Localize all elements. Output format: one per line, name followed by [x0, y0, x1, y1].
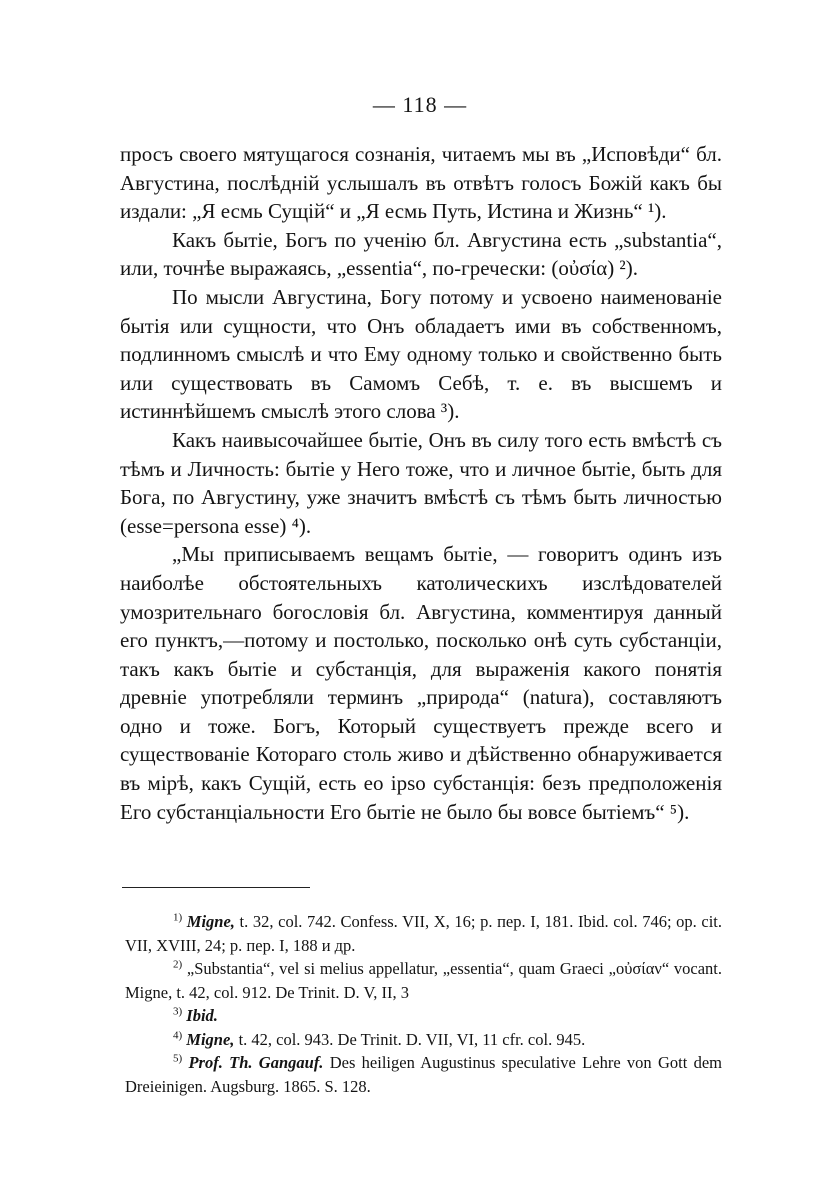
- footnote-mark: 4): [173, 1029, 183, 1041]
- footnote-mark: 2): [173, 958, 183, 971]
- footnote-author: Prof. Th. Gangauf.: [188, 1053, 324, 1072]
- footnote-text: „Substantia“, vel si melius appellatur, „essentia“, quam Graeci „οὐσίαν“ vocant. Migne, t. 42, col. 912. De Trinit. D. V, II, 3: [125, 959, 722, 1002]
- footnote: [125, 910, 722, 957]
- paragraph: Какъ бытіе, Богъ по ученію бл. Августина есть „substantia“, или, точнѣе выражаясь, „essentia“, по-гречески: (οὐσία) ²).: [120, 227, 722, 281]
- footnote-mark: 5): [173, 1052, 183, 1065]
- footnote-mark: 3): [173, 1005, 183, 1018]
- footnote-text: t. 42, col. 943. De Trinit. D. VII, VI, 11 cfr. col. 945.: [234, 1029, 586, 1049]
- page-number: — 118 —: [372, 92, 468, 117]
- footnotes: [125, 910, 722, 1098]
- paragraph: просъ своего мятущагося сознанія, читаемъ мы въ „Исповѣди“ бл. Августина, послѣдній услышалъ въ отвѣтъ голосъ Божій какъ бы издали: „Я есмь Сущій“ и „Я есмь Путь, Истина и Жизнь“ ¹).: [120, 142, 722, 224]
- paragraph: По мысли Августина, Богу потому и усвоено наименованіе бытія или сущности, что Онъ обладаетъ ими въ собственномъ, подлинномъ смыслѣ и что Ему одному только и свойственно быть или существовать въ Самомъ Себѣ, т. е. въ высшемъ и истиннѣйшемъ смыслѣ этого слова ³).: [120, 284, 722, 424]
- footnote: [125, 1004, 722, 1028]
- footnote-divider: [122, 887, 310, 888]
- footnote-author: Migne,: [186, 1029, 235, 1049]
- footnote: [125, 957, 722, 1004]
- footnote-mark: 1): [173, 911, 183, 924]
- footnote-author: Migne,: [186, 912, 235, 931]
- footnote-text: t. 32, col. 742. Confess. VII, X, 16; р. пер. I, 181. Ibid. col. 746; op. cit. VII, XVIII, 24; р. пер. I, 188 и др.: [125, 912, 723, 955]
- footnote-author: Ibid.: [186, 1006, 218, 1025]
- footnote: [125, 1051, 722, 1098]
- footnote-text: Des heiligen Augustinus speculative Lehre von Gott dem Dreieinigen. Augsburg. 1865. S. 128.: [125, 1053, 723, 1096]
- paragraph: Какъ наивысочайшее бытіе, Онъ въ силу того есть вмѣстѣ съ тѣмъ и Личность: бытіе у Него тоже, что и личное бытіе, быть для Бога, по Августину, уже значитъ вмѣстѣ съ тѣмъ быть личностью (esse=persona esse) ⁴).: [120, 427, 722, 538]
- paragraph: „Мы приписываемъ вещамъ бытіе, — говоритъ одинъ изъ наиболѣе обстоятельныхъ католическихъ изслѣдователей умозрительнаго богословія бл. Августина, комментируя данный его пунктъ,—потому и постолько, посколько онѣ суть субстанціи, такъ какъ бытіе и субстанція, для выраженія какого понятія древніе употребляли терминъ „природа“ (natura), составляютъ одно и тоже. Богъ, Который существуетъ прежде всего и существованіе Котораго столь живо и дѣйственно обнаруживается въ мірѣ, какъ Сущій, есть eo ipso субстанція: безъ предположенія Его субстанціальности Его бытіе не было бы вовсе бытіемъ“ ⁵).: [120, 542, 722, 824]
- main-text: [120, 140, 722, 826]
- footnote: [125, 1028, 722, 1052]
